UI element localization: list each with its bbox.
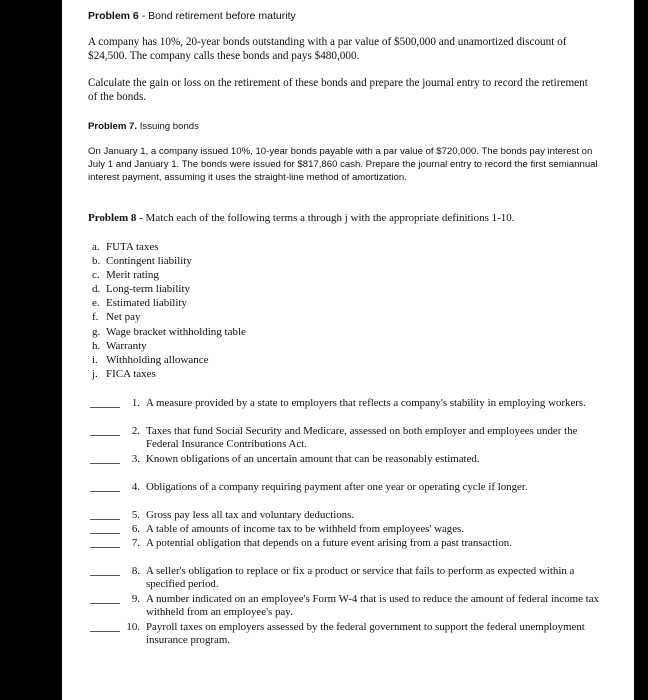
answer-blank[interactable] xyxy=(90,491,120,492)
definition-item xyxy=(90,537,610,565)
term-letter: g. xyxy=(92,325,101,338)
term-text: FICA taxes xyxy=(106,367,156,380)
definition-number: 8. xyxy=(131,565,140,577)
definition-text: Obligations of a company requiring payment after one year or operating cycle if longer. xyxy=(146,481,528,493)
definition-text: A measure provided by a state to employers that reflects a company's stability in employing workers. xyxy=(146,397,586,409)
definition-item xyxy=(90,425,610,453)
definition-number: 5. xyxy=(131,509,140,521)
answer-blank[interactable] xyxy=(90,407,120,408)
definition-number: 1. xyxy=(131,397,140,409)
term-text: Contingent liability xyxy=(106,255,192,268)
definition-text: Known obligations of an uncertain amount that can be reasonably estimated. xyxy=(146,453,480,465)
term-letter: f. xyxy=(92,311,99,324)
term-text: Withholding allowance xyxy=(106,353,209,366)
answer-blank[interactable] xyxy=(90,435,120,436)
term-item xyxy=(92,282,246,296)
term-letter: e. xyxy=(92,297,100,310)
definition-text: A table of amounts of income tax to be withheld from employees' wages. xyxy=(146,523,465,535)
term-item xyxy=(92,310,246,324)
definition-item xyxy=(90,481,610,509)
problem-6-label: Problem 6 xyxy=(88,10,139,22)
problem-6-heading xyxy=(88,10,296,22)
answer-blank[interactable] xyxy=(90,533,120,534)
definition-number: 6. xyxy=(131,523,140,535)
term-letter: j. xyxy=(92,367,98,380)
term-item xyxy=(92,240,246,254)
term-item xyxy=(92,296,246,310)
term-text: Net pay xyxy=(106,311,141,324)
term-text: Long-term liability xyxy=(106,283,191,296)
problem-8-label: Problem 8 xyxy=(88,212,137,224)
definitions-list xyxy=(90,397,610,649)
definition-number: 3. xyxy=(131,453,140,465)
term-text: Warranty xyxy=(106,339,147,352)
term-letter: c. xyxy=(92,269,100,282)
definition-number: 7. xyxy=(131,537,140,549)
definition-number: 10. xyxy=(126,621,140,633)
term-letter: b. xyxy=(92,255,101,268)
term-letter: h. xyxy=(92,339,101,352)
problem-8-title: - Match each of the following terms a through j with the appropriate definitions 1-10. xyxy=(136,212,515,224)
term-letter: d. xyxy=(92,283,101,296)
term-text: Estimated liability xyxy=(106,297,187,310)
problem-6-paragraph-1: A company has 10%, 20-year bonds outstanding with a par value of $500,000 and unamortized discount of $24,500. The company calls these bonds and pays $480,000. xyxy=(88,36,567,62)
answer-blank[interactable] xyxy=(90,603,120,604)
definition-item xyxy=(90,523,610,537)
definition-item xyxy=(90,565,610,593)
definition-item xyxy=(90,621,610,649)
definition-text: Taxes that fund Social Security and Medicare, assessed on both employer and employees under the Federal Insurance Contributions Act. xyxy=(146,425,578,450)
answer-blank[interactable] xyxy=(90,631,120,632)
term-text: Wage bracket withholding table xyxy=(106,325,246,338)
definition-item xyxy=(90,453,610,481)
problem-7-heading xyxy=(88,121,199,132)
definition-text: A number indicated on an employee's Form W-4 that is used to reduce the amount of federal income tax withheld from an employee's pay. xyxy=(146,593,599,618)
definition-number: 9. xyxy=(131,593,140,605)
definition-text: Payroll taxes on employers assessed by the federal government to support the federal unemployment insurance program. xyxy=(146,621,585,646)
answer-blank[interactable] xyxy=(90,575,120,576)
term-text: Merit rating xyxy=(106,269,159,282)
term-item xyxy=(92,367,246,381)
definition-number: 2. xyxy=(131,425,140,437)
answer-blank[interactable] xyxy=(90,519,120,520)
problem-7-label: Problem 7. xyxy=(88,121,138,132)
problem-6-title: - Bond retirement before maturity xyxy=(138,10,296,22)
definition-text: A seller's obligation to replace or fix a product or service that fails to perform as expected within a specified period. xyxy=(146,565,575,590)
document-page xyxy=(62,0,634,700)
term-text: FUTA taxes xyxy=(106,241,159,253)
definition-item xyxy=(90,593,610,621)
definition-text: A potential obligation that depends on a future event arising from a past transaction. xyxy=(146,537,512,549)
answer-blank[interactable] xyxy=(90,463,120,464)
definition-item xyxy=(90,397,610,425)
answer-blank[interactable] xyxy=(90,547,120,548)
problem-7-title: Issuing bonds xyxy=(137,121,199,132)
definition-text: Gross pay less all tax and voluntary deductions. xyxy=(146,509,355,521)
problem-8-heading xyxy=(88,212,515,224)
term-item xyxy=(92,339,246,353)
term-item xyxy=(92,353,246,367)
term-item xyxy=(92,254,246,268)
problem-6-paragraph-2: Calculate the gain or loss on the retirement of these bonds and prepare the journal entry to record the retirement of the bonds. xyxy=(88,77,588,103)
terms-list xyxy=(92,240,246,381)
term-letter: i. xyxy=(92,353,98,366)
term-item xyxy=(92,325,246,339)
problem-7-paragraph: On January 1, a company issued 10%, 10-year bonds payable with a par value of $720,000. The bonds pay interest on July 1 and January 1. The bonds were issued for $817,860 cash. Prepare the journal entry to record the first semiannual interest payment, assuming it uses the straight-line method of amortization. xyxy=(88,146,598,183)
term-letter: a. xyxy=(92,241,100,253)
definition-item xyxy=(90,509,610,523)
term-item xyxy=(92,268,246,282)
definition-number: 4. xyxy=(131,481,140,493)
